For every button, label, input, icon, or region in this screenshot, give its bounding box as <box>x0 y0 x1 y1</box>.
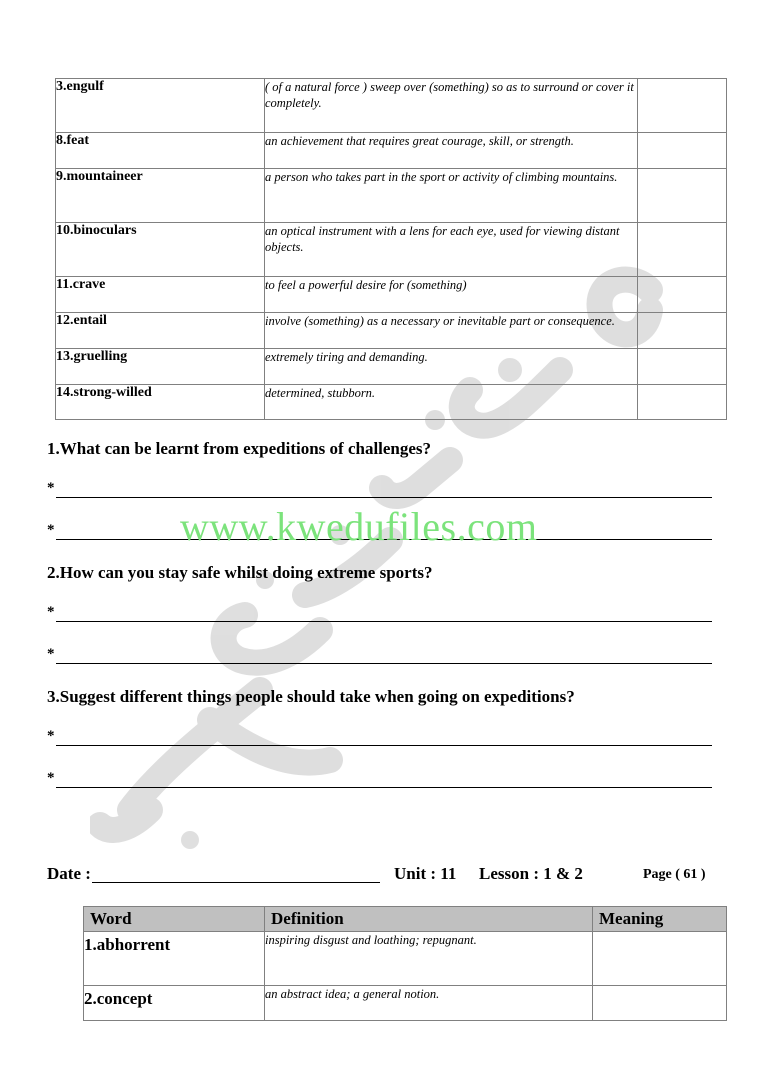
word-cell: 8.feat <box>56 133 265 169</box>
meaning-cell[interactable] <box>638 223 727 277</box>
date-blank[interactable] <box>92 882 380 883</box>
table-row <box>56 79 727 133</box>
word-cell: 11.crave <box>56 277 265 313</box>
table-row <box>56 133 727 169</box>
definition-cell: involve (something) as a necessary or inevitable part or consequence. <box>265 313 638 349</box>
answer-line[interactable] <box>47 646 712 664</box>
definition-cell: determined, stubborn. <box>265 385 638 420</box>
answer-rule <box>56 497 712 498</box>
meaning-cell[interactable] <box>638 277 727 313</box>
meaning-cell[interactable] <box>638 169 727 223</box>
answer-bullet: * <box>47 646 55 662</box>
table-row <box>56 349 727 385</box>
question-2: 2.How can you stay safe whilst doing extreme sports? <box>47 563 433 582</box>
table-row <box>56 223 727 277</box>
question-1: 1.What can be learnt from expeditions of challenges? <box>47 439 432 458</box>
header-word: Word <box>84 907 265 932</box>
meaning-cell[interactable] <box>593 932 727 986</box>
definition-cell: to feel a powerful desire for (something) <box>265 277 638 313</box>
header-definition: Definition <box>265 907 593 932</box>
vocabulary-table-top <box>55 78 727 420</box>
table-row <box>84 986 727 1021</box>
word-cell: 9.mountaineer <box>56 169 265 223</box>
definition-cell: inspiring disgust and loathing; repugnant. <box>265 932 593 986</box>
table-row <box>56 169 727 223</box>
answer-rule <box>56 621 712 622</box>
page-number: Page ( 61 ) <box>643 867 706 882</box>
answer-line[interactable] <box>47 604 712 622</box>
table-row <box>56 385 727 420</box>
table-header-row <box>84 907 727 932</box>
answer-bullet: * <box>47 480 55 496</box>
meaning-cell[interactable] <box>638 349 727 385</box>
meaning-cell[interactable] <box>638 385 727 420</box>
word-cell: 10.binoculars <box>56 223 265 277</box>
definition-cell: ( of a natural force ) sweep over (something) so as to surround or cover it completely. <box>265 79 638 133</box>
word-cell: 12.entail <box>56 313 265 349</box>
answer-rule <box>56 745 712 746</box>
answer-bullet: * <box>47 522 55 538</box>
answer-line[interactable] <box>47 480 712 498</box>
lesson-label: Lesson : 1 & 2 <box>479 864 583 883</box>
meaning-cell[interactable] <box>638 313 727 349</box>
unit-label: Unit : 11 <box>394 864 457 883</box>
answer-bullet: * <box>47 604 55 620</box>
meaning-cell[interactable] <box>638 133 727 169</box>
definition-cell: extremely tiring and demanding. <box>265 349 638 385</box>
question-3: 3.Suggest different things people should take when going on expeditions? <box>47 687 575 706</box>
date-label: Date : <box>47 864 91 883</box>
word-cell: 14.strong-willed <box>56 385 265 420</box>
definition-cell: an abstract idea; a general notion. <box>265 986 593 1021</box>
definition-cell: a person who takes part in the sport or activity of climbing mountains. <box>265 169 638 223</box>
website-watermark: www.kwedufiles.com <box>180 504 538 549</box>
answer-line[interactable] <box>47 770 712 788</box>
word-cell: 13.gruelling <box>56 349 265 385</box>
word-cell: 2.concept <box>84 986 265 1021</box>
table-row <box>84 932 727 986</box>
word-cell: 1.abhorrent <box>84 932 265 986</box>
answer-rule <box>56 787 712 788</box>
meaning-cell[interactable] <box>593 986 727 1021</box>
table-row <box>56 277 727 313</box>
header-meaning: Meaning <box>593 907 727 932</box>
answer-bullet: * <box>47 770 55 786</box>
answer-line[interactable] <box>47 728 712 746</box>
meaning-cell[interactable] <box>638 79 727 133</box>
vocabulary-table-bottom <box>83 906 727 1021</box>
answer-rule <box>56 663 712 664</box>
answer-bullet: * <box>47 728 55 744</box>
definition-cell: an optical instrument with a lens for each eye, used for viewing distant objects. <box>265 223 638 277</box>
table-row <box>56 313 727 349</box>
word-cell: 3.engulf <box>56 79 265 133</box>
definition-cell: an achievement that requires great courage, skill, or strength. <box>265 133 638 169</box>
